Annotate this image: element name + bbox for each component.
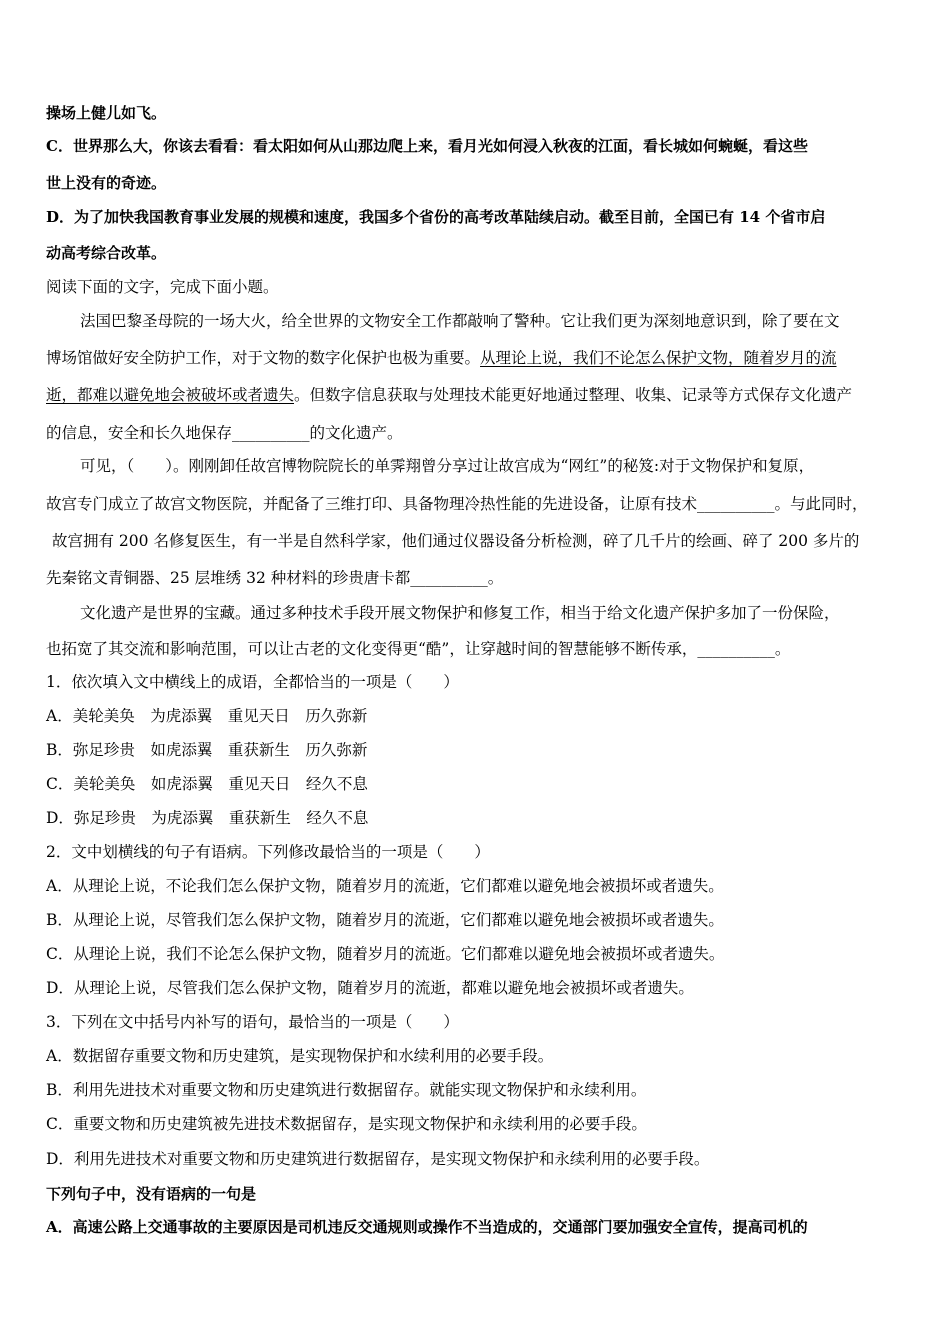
passage-p2-line-1: 可见，（ ）。刚刚卸任故宫博物院院长的单霁翔曾分享过让故宫成为“网红”的秘笈:对于文物保护和复原， [80,457,815,475]
option-c-line-1: C．世界那么大，你该去看看：看太阳如何从山那边爬上来，看月光如何浸入秋夜的江面，看长城如何蜿蜒，看这些 [46,137,808,155]
question-2-option-b: B．从理论上说，尽管我们怎么保护文物，随着岁月的流逝，它们都难以避免地会被损坏或者遗失。 [46,911,724,929]
passage-p2-line-2: 故宫专门成立了故宫文物医院，并配备了三维打印、具备物理冷热性能的先进设备，让原有技术__________。与此同时， [46,495,868,513]
passage-p1-line-2-plain: 博场馆做好安全防护工作，对于文物的数字化保护也极为重要。 [46,349,481,367]
reading-instruction: 阅读下面的文字，完成下面小题。 [46,278,279,296]
passage-p3-line-2: 也拓宽了其交流和影响范围，可以让古老的文化变得更“酷”，让穿越时间的智慧能够不断传承，__________。 [46,640,791,658]
next-question-option-a: A．高速公路上交通事故的主要原因是司机违反交通规则或操作不当造成的，交通部门要加强安全宣传，提高司机的 [46,1218,808,1236]
underlined-sentence-part-2: 逝，都难以避免地会被破坏或者遗失 [46,386,295,404]
option-c-line-2: 世上没有的奇迹。 [46,174,167,192]
passage-p1-line-3 [46,385,852,405]
option-d-line-1: D．为了加快我国教育事业发展的规模和速度，我国多个省份的高考改革陆续启动。截至目前，全国已有 14 个省市启 [46,208,826,226]
question-3-option-c: C．重要文物和历史建筑被先进技术数据留存，是实现文物保护和永续利用的必要手段。 [46,1115,647,1133]
underlined-sentence-part-1: 从理论上说，我们不论怎么保护文物，随着岁月的流 [480,349,837,367]
question-1-stem: 1．依次填入文中横线上的成语，全都恰当的一项是（ ） [46,673,459,691]
passage-p1-line-1: 法国巴黎圣母院的一场大火，给全世界的文物安全工作都敲响了警种。它让我们更为深刻地意识到，除了要在文 [80,312,840,330]
option-b-continuation: 操场上健儿如飞。 [46,104,167,122]
question-2-option-a: A．从理论上说，不论我们怎么保护文物，随着岁月的流逝，它们都难以避免地会被损坏或者遗失。 [46,877,724,895]
question-1-option-b: B．弥足珍贵 如虎添翼 重获新生 历久弥新 [46,741,368,759]
passage-p2-line-4: 先秦铭文青铜器、25 层堆绣 32 种材料的珍贵唐卡都__________。 [46,569,504,587]
next-question-stem: 下列句子中，没有语病的一句是 [46,1185,257,1203]
question-1-option-d: D．弥足珍贵 为虎添翼 重获新生 经久不息 [46,809,369,827]
question-1-option-c: C．美轮美奂 如虎添翼 重见天日 经久不息 [46,775,368,793]
question-2-option-d: D．从理论上说，尽管我们怎么保护文物，随着岁月的流逝，都难以避免地会被损坏或者遗失。 [46,979,694,997]
passage-p3-line-1: 文化遗产是世界的宝藏。通过多种技术手段开展文物保护和修复工作，相当于给文化遗产保护多加了一份保险， [80,604,840,622]
question-3-stem: 3．下列在文中括号内补写的语句，最恰当的一项是（ ） [46,1013,459,1031]
passage-p1-line-4: 的信息，安全和长久地保存__________的文化遗产。 [46,424,403,442]
passage-p1-line-2 [46,348,837,368]
question-3-option-b: B．利用先进技术对重要文物和历史建筑进行数据留存。就能实现文物保护和永续利用。 [46,1081,647,1099]
passage-p2-line-3: 故宫拥有 200 名修复医生，有一半是自然科学家，他们通过仪器设备分析检测，碎了几千片的绘画、碎了 200 多片的 [52,532,860,550]
question-1-option-a: A．美轮美奂 为虎添翼 重见天日 历久弥新 [46,707,368,725]
question-3-option-a: A．数据留存重要文物和历史建筑，是实现物保护和水续利用的必要手段。 [46,1047,554,1065]
passage-p1-line-3-plain: 。但数字信息获取与处理技术能更好地通过整理、收集、记录等方式保存文化遗产 [294,386,853,404]
question-2-option-c: C．从理论上说，我们不论怎么保护文物，随着岁月的流逝。它们都难以避免地会被损坏或者遗失。 [46,945,725,963]
option-d-line-2: 动高考综合改革。 [46,244,167,262]
question-3-option-d: D．利用先进技术对重要文物和历史建筑进行数据留存，是实现文物保护和永续利用的必要手段。 [46,1150,710,1168]
question-2-stem: 2．文中划横线的句子有语病。下列修改最恰当的一项是（ ） [46,843,490,861]
